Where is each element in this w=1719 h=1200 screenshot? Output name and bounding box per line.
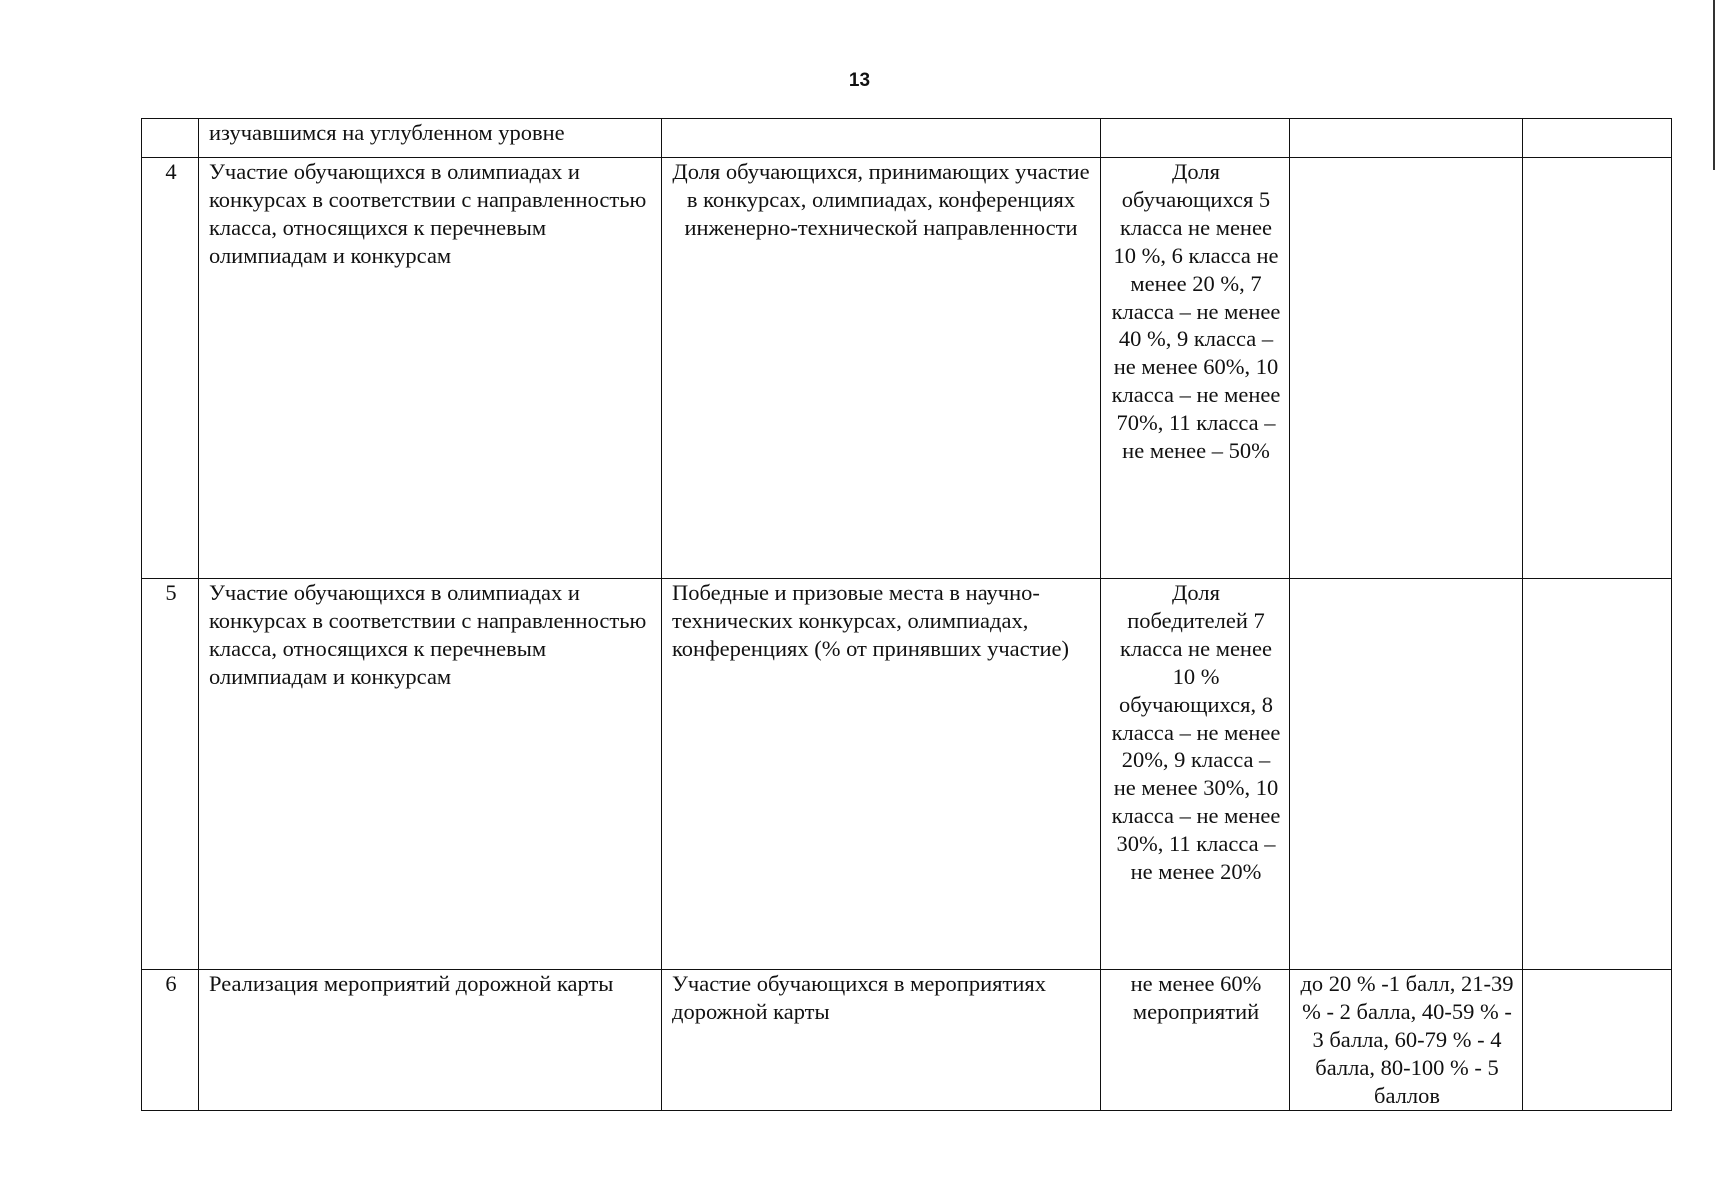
indicator-cell: Участие обучающихся в мероприятиях дорожной карты (662, 970, 1101, 1111)
criterion-cell: Реализация мероприятий дорожной карты (199, 970, 662, 1111)
row-number: 5 (142, 579, 199, 970)
scoring-cell (1290, 119, 1523, 158)
table-row (142, 119, 1672, 158)
indicator-cell: Победные и призовые места в научно-технических конкурсах, олимпиадах, конференциях (% от принявших участие) (662, 579, 1101, 970)
extra-cell (1523, 579, 1672, 970)
scan-edge-line (1713, 0, 1715, 170)
extra-cell (1523, 119, 1672, 158)
target-cell (1101, 119, 1290, 158)
criterion-cell: Участие обучающихся в олимпиадах и конкурсах в соответствии с направленностью класса, относящихся к перечневым олимпиадам и конкурсам (199, 579, 662, 970)
table-row (142, 158, 1672, 579)
extra-cell (1523, 158, 1672, 579)
scoring-cell (1290, 579, 1523, 970)
row-number: 6 (142, 970, 199, 1111)
page-number: 13 (848, 70, 871, 91)
indicator-cell (662, 119, 1101, 158)
criteria-table (141, 118, 1672, 1111)
row-number (142, 119, 199, 158)
row-number: 4 (142, 158, 199, 579)
indicator-cell: Доля обучающихся, принимающих участие в конкурсах, олимпиадах, конференциях инженерно-технической направленности (662, 158, 1101, 579)
table-row (142, 579, 1672, 970)
scoring-cell (1290, 158, 1523, 579)
target-cell: Доля обучающихся 5 класса не менее 10 %, 6 класса не менее 20 %, 7 класса – не менее 40 %, 9 класса – не менее 60%, 10 класса – не менее 70%, 11 класса – не менее – 50% (1101, 158, 1290, 579)
target-cell: не менее 60% мероприятий (1101, 970, 1290, 1111)
scoring-cell: до 20 % -1 балл, 21-39 % - 2 балла, 40-59 % - 3 балла, 60-79 % - 4 балла, 80-100 % - 5 баллов (1290, 970, 1523, 1111)
criterion-cell: Участие обучающихся в олимпиадах и конкурсах в соответствии с направленностью класса, относящихся к перечневым олимпиадам и конкурсам (199, 158, 662, 579)
extra-cell (1523, 970, 1672, 1111)
table-row (142, 970, 1672, 1111)
target-cell: Доля победителей 7 класса не менее 10 % обучающихся, 8 класса – не менее 20%, 9 класса – не менее 30%, 10 класса – не менее 30%, 11 класса – не менее 20% (1101, 579, 1290, 970)
criterion-cell: изучавшимся на углубленном уровне (199, 119, 662, 158)
